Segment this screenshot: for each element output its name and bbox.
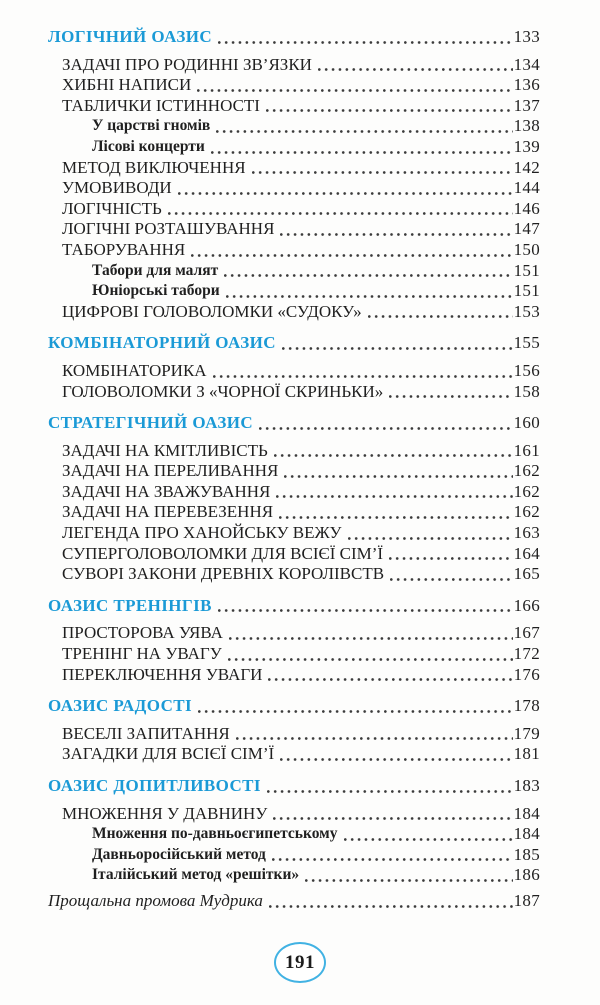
toc-entry-page: 142 [513, 157, 540, 177]
dotted-leader [318, 67, 513, 72]
dotted-leader [236, 736, 513, 741]
dotted-leader [272, 857, 513, 862]
toc-entry-page: 186 [513, 865, 540, 885]
toc-entry-page: 167 [513, 623, 540, 643]
toc-entry-page: 184 [513, 824, 540, 844]
dotted-leader [273, 816, 512, 821]
dotted-leader [259, 426, 513, 431]
toc-entry-label: Табори для малят [92, 261, 219, 279]
toc-entry-label: У царстві гномів [92, 117, 211, 135]
toc-entry-label: ХИБНІ НАПИСИ [62, 75, 192, 95]
dotted-leader [213, 374, 513, 379]
toc-section-header [48, 696, 540, 717]
dotted-leader [280, 232, 512, 237]
dotted-leader [224, 273, 512, 278]
toc-entry-page: 162 [513, 502, 540, 522]
toc-entry [48, 382, 540, 403]
toc-entry-page: 162 [513, 481, 540, 501]
toc-entry [48, 199, 540, 220]
toc-entry-label: ТРЕНІНГ НА УВАГУ [62, 644, 222, 664]
dotted-leader [229, 636, 513, 641]
dotted-leader [267, 789, 513, 794]
toc-entry-label: Давньоросійський метод [92, 845, 266, 863]
toc-section-header [48, 27, 540, 48]
toc-entry-label: УМОВИВОДИ [62, 178, 172, 198]
toc-entry [48, 502, 540, 523]
toc-entry [48, 178, 540, 199]
toc-entry [48, 744, 540, 765]
toc-entry [48, 240, 540, 261]
toc-entry-page: 158 [513, 381, 540, 401]
toc-entry-label: КОМБІНАТОРИКА [62, 360, 207, 380]
toc-section-header-page: 155 [513, 333, 540, 353]
toc-entry [48, 461, 540, 482]
dotted-leader [266, 108, 513, 113]
toc-entry-label: ГОЛОВОЛОМКИ З «ЧОРНОЇ СКРИНЬКИ» [62, 381, 384, 401]
toc-section-header [48, 776, 540, 797]
dotted-leader [348, 536, 513, 541]
toc-section [48, 776, 540, 886]
toc-entry-label: МЕТОД ВИКЛЮЧЕННЯ [62, 157, 246, 177]
toc-entry-label: ЗАДАЧІ НА ПЕРЕВЕЗЕННЯ [62, 502, 274, 522]
toc-entry [48, 441, 540, 462]
toc-entry-page: 179 [513, 723, 540, 743]
dotted-leader [216, 129, 512, 134]
toc-entry-page: 150 [513, 239, 540, 259]
toc-section-header [48, 596, 540, 617]
toc-entry-label: ВЕСЕЛІ ЗАПИТАННЯ [62, 723, 230, 743]
toc-entry [48, 361, 540, 382]
toc-entry-page: 137 [513, 95, 540, 115]
toc-entry-page: 176 [513, 664, 540, 684]
toc-entry [48, 623, 540, 644]
toc-entry [48, 75, 540, 96]
toc-entry-label: Лісові концерти [92, 137, 205, 155]
toc-section-header [48, 333, 540, 354]
toc-entry-label: ЗАДАЧІ НА ЗВАЖУВАННЯ [62, 481, 271, 501]
toc-section [48, 27, 540, 322]
toc-section-header-page: 133 [513, 27, 540, 46]
dotted-leader [218, 608, 513, 613]
toc-section-header-label: СТРАТЕГІЧНИЙ ОАЗИС [48, 413, 254, 433]
page-number: 191 [285, 951, 315, 973]
toc-entry [48, 644, 540, 665]
dotted-leader [228, 657, 513, 662]
toc-entry [48, 804, 540, 825]
toc-entry-label: ЗАДАЧІ НА КМІТЛИВІСТЬ [62, 440, 268, 460]
dotted-leader [191, 253, 512, 258]
toc-section-header-label: ОАЗИС ТРЕНІНГІВ [48, 595, 212, 615]
toc-entry [48, 137, 540, 158]
toc-entry-page: 161 [513, 440, 540, 460]
toc-entry-label: ЗАДАЧІ ПРО РОДИННІ ЗВ’ЯЗКИ [62, 54, 312, 74]
toc-entry-page: 151 [513, 260, 540, 280]
toc-section-header-page: 160 [513, 413, 540, 433]
toc-section-header-label: КОМБІНАТОРНИЙ ОАЗИС [48, 333, 276, 353]
dotted-leader [344, 837, 513, 842]
toc-closing-entry [48, 891, 540, 912]
dotted-leader [211, 150, 513, 155]
toc-section [48, 596, 540, 685]
toc-entry-page: 136 [513, 75, 540, 95]
toc-sections [48, 27, 540, 886]
dotted-leader [390, 577, 513, 582]
toc-entry-page: 139 [513, 136, 540, 156]
dotted-leader [168, 211, 513, 216]
toc-entry [48, 564, 540, 585]
toc-entry [48, 55, 540, 76]
toc-entry [48, 219, 540, 240]
toc-entry-label: СУПЕРГОЛОВОЛОМКИ ДЛЯ ВСІЄЇ СІМ’Ї [62, 543, 384, 563]
dotted-leader [198, 709, 513, 714]
dotted-leader [197, 88, 512, 93]
dotted-leader [389, 394, 512, 399]
toc-entry [48, 302, 540, 323]
toc-entry [48, 96, 540, 117]
toc-entry [48, 724, 540, 745]
dotted-leader [284, 474, 512, 479]
dotted-leader [268, 677, 512, 682]
toc-entry [48, 158, 540, 179]
toc-entry-page: 134 [513, 54, 540, 74]
dotted-leader [218, 40, 513, 45]
toc-entry [48, 544, 540, 565]
toc-entry [48, 261, 540, 282]
toc-entry-label: МНОЖЕННЯ У ДАВНИНУ [62, 803, 268, 823]
dotted-leader [276, 494, 512, 499]
toc-entry-page: 181 [513, 744, 540, 764]
toc-entry-label: ЗАГАДКИ ДЛЯ ВСІЄЇ СІМ’Ї [62, 744, 275, 764]
toc-entry-page: 162 [513, 461, 540, 481]
toc-entry [48, 482, 540, 503]
toc-entry [48, 824, 540, 845]
toc-section-header-page: 166 [513, 595, 540, 615]
toc-entry-page: 138 [513, 116, 540, 136]
toc-entry-label: ЗАДАЧІ НА ПЕРЕЛИВАННЯ [62, 461, 279, 481]
dotted-leader [282, 346, 513, 351]
toc-section-header-label: ОАЗИС РАДОСТІ [48, 696, 192, 716]
page-number-badge [274, 942, 326, 983]
toc-section [48, 696, 540, 765]
dotted-leader [269, 904, 513, 909]
toc-closing-entry-label: Прощальна промова Мудрика [48, 890, 263, 910]
toc-entry-page: 184 [513, 803, 540, 823]
dotted-leader [280, 757, 512, 762]
toc-section-header-page: 178 [513, 696, 540, 716]
toc-section-header-page: 183 [513, 776, 540, 795]
toc-section [48, 413, 540, 585]
toc-entry-label: ЛОГІЧНІ РОЗТАШУВАННЯ [62, 219, 275, 239]
dotted-leader [389, 556, 513, 561]
toc-entry-label: ЛЕГЕНДА ПРО ХАНОЙСЬКУ ВЕЖУ [62, 523, 342, 543]
dotted-leader [252, 170, 513, 175]
toc-entry-label: Юніорські табори [92, 282, 220, 300]
dotted-leader [178, 191, 513, 196]
toc-entry-label: Італійський метод «решітки» [92, 866, 300, 884]
toc-entry-label: ПРОСТОРОВА УЯВА [62, 623, 223, 643]
toc-entry [48, 281, 540, 302]
toc-entry-page: 147 [513, 219, 540, 239]
toc-entry-page: 156 [513, 360, 540, 380]
page-footer [0, 942, 600, 983]
toc-section [48, 333, 540, 402]
toc-closing-entry-page: 187 [513, 890, 540, 910]
dotted-leader [368, 314, 513, 319]
toc-section-header-label: ОАЗИС ДОПИТЛИВОСТІ [48, 776, 261, 795]
toc-entry-page: 165 [513, 564, 540, 584]
toc-entry-label: ЦИФРОВІ ГОЛОВОЛОМКИ «СУДОКУ» [62, 301, 362, 321]
toc-entry-page: 185 [513, 844, 540, 864]
toc-entry-page: 153 [513, 301, 540, 321]
dotted-leader [279, 515, 513, 520]
toc-entry-page: 144 [513, 178, 540, 198]
toc-entry [48, 116, 540, 137]
toc-entry-page: 172 [513, 644, 540, 664]
dotted-leader [226, 294, 513, 299]
toc-entry-label: ПЕРЕКЛЮЧЕННЯ УВАГИ [62, 664, 263, 684]
toc-entry-label: ТАБОРУВАННЯ [62, 239, 186, 259]
toc-entry-label: СУВОРІ ЗАКОНИ ДРЕВНІХ КОРОЛІВСТВ [62, 564, 385, 584]
toc-entry [48, 523, 540, 544]
toc-section-header [48, 413, 540, 434]
toc-entry-label: ТАБЛИЧКИ ІСТИННОСТІ [62, 95, 260, 115]
dotted-leader [274, 453, 513, 458]
toc-entry-label: Множення по-давньоєгипетському [92, 825, 338, 843]
toc-entry [48, 665, 540, 686]
toc-entry-page: 146 [513, 198, 540, 218]
toc-entry [48, 865, 540, 886]
toc-entry-page: 151 [513, 281, 540, 301]
toc-entry-label: ЛОГІЧНІСТЬ [62, 198, 162, 218]
dotted-leader [305, 878, 512, 883]
toc-section-header-label: ЛОГІЧНИЙ ОАЗИС [48, 27, 213, 46]
toc-entry-page: 164 [513, 543, 540, 563]
toc-entry [48, 845, 540, 866]
toc-entry-page: 163 [513, 523, 540, 543]
